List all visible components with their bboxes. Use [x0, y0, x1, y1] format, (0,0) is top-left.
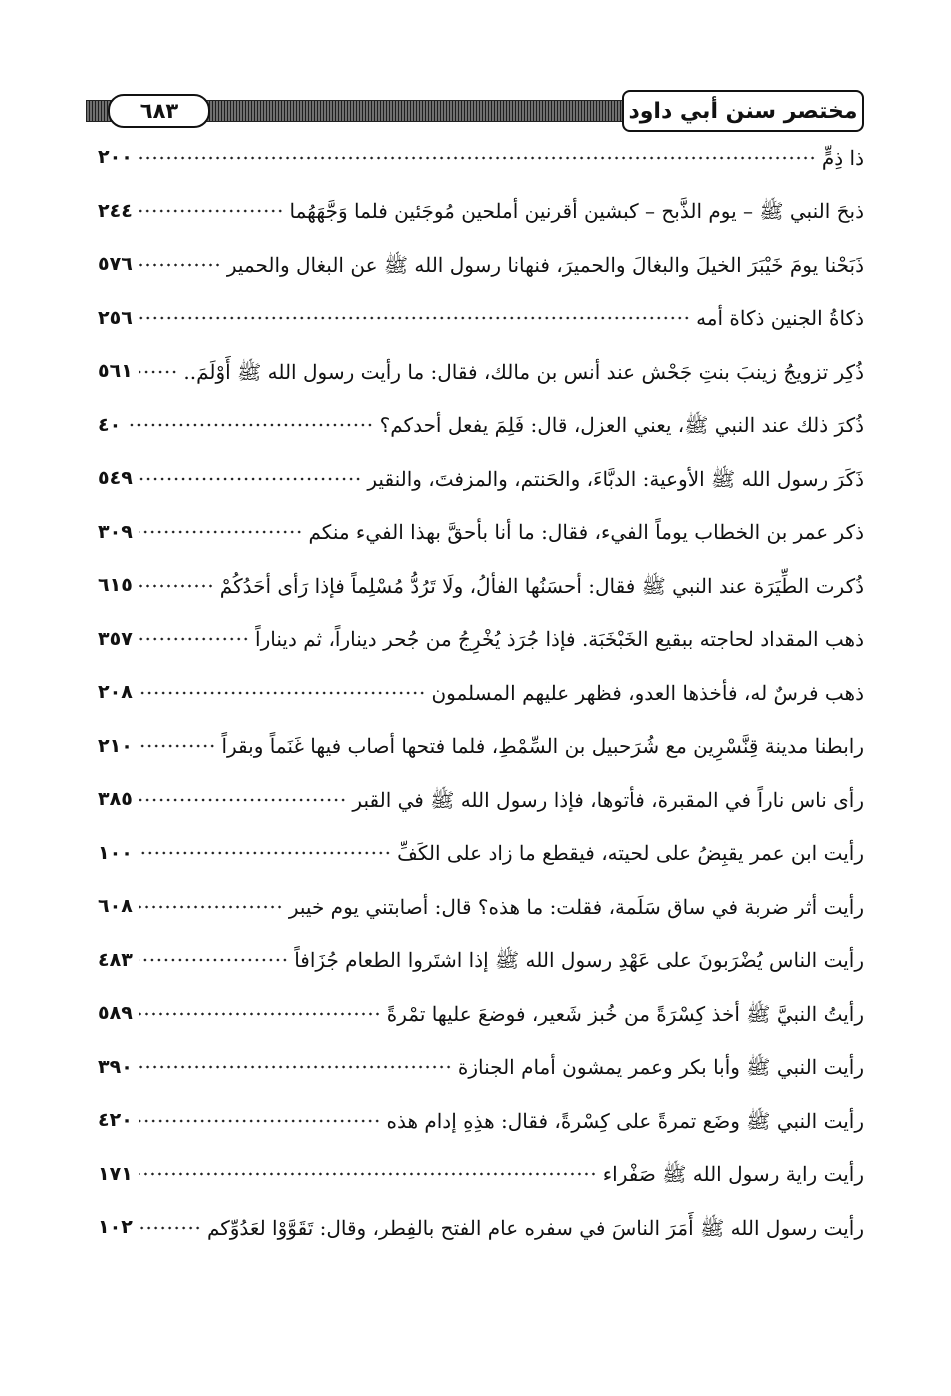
entry-page-number: ١٠٠	[98, 841, 133, 864]
index-entry	[98, 292, 864, 346]
index-entry	[98, 1094, 864, 1148]
entry-page-number: ٥٦١	[98, 360, 133, 383]
index-entry	[98, 1201, 864, 1255]
dot-leader	[139, 584, 214, 588]
entry-page-number: ٤٠	[98, 413, 122, 436]
index-entry	[98, 559, 864, 613]
dot-leader	[139, 1172, 597, 1176]
entry-text: ذكاةُ الجنين ذكاة أمه	[696, 306, 864, 331]
entry-text: رأيت النبي ﷺ وضَع تمرةً على كِسْرةً، فقال: هذِهِ إدام هذه	[386, 1108, 864, 1133]
index-entry	[98, 613, 864, 667]
entry-page-number: ٢٠٠	[98, 146, 133, 169]
dot-leader	[139, 1226, 201, 1230]
entry-text: ذهب المقداد لحاجته ببقيع الخَبْخَبَة. فإذا جُرَذ يُخْرِجُ من جُحر ديناراً، ثم ديناراً	[255, 627, 864, 652]
entry-text: رأى ناس ناراً في المقبرة، فأتوها، فإذا رسول الله ﷺ في القبر	[352, 787, 864, 812]
entry-page-number: ٥٧٦	[98, 253, 133, 276]
dot-leader	[139, 209, 284, 213]
entry-text: ذُكِر تزويجُ زينبَ بنتِ جَحْش عند أنس بن مالك، فقال: ما رأيت رسول الله ﷺ أَوْلَمَ..	[183, 359, 864, 384]
dot-leader	[139, 851, 391, 855]
entry-text: ذُكرَ ذلك عند النبي ﷺ، يعني العزل، قال: فَلِمَ يفعل أحدكم؟	[379, 413, 864, 438]
entry-page-number: ٥٤٩	[98, 467, 133, 490]
dot-leader	[139, 958, 288, 962]
entry-text: ذا ذِمٍّ	[821, 145, 864, 170]
index-entry	[98, 345, 864, 399]
entry-text: رأيت رسول الله ﷺ أَمَرَ الناسَ في سفره عام الفتح بالفِطر، وقال: تَقَوَّوْا لعَدُوِّكم	[206, 1215, 864, 1240]
index-entry	[98, 773, 864, 827]
index-entry	[98, 666, 864, 720]
entry-text: رأيت ابن عمر يقبِضُ على لحيته، فيقطع ما زاد على الكَفِّ	[397, 841, 864, 866]
entry-text: ذَكَرَ رسول الله ﷺ الأوعية: الدبَّاءَ، والحَنتم، والمزفتَ، والنقير	[367, 466, 864, 491]
entry-page-number: ٣٠٩	[98, 520, 133, 543]
entry-text: ذُكرت الطِّيَرَة عند النبي ﷺ فقال: أحسَنُها الفألُ، ولَا تَرُدُّ مُسْلِماً فإذا رَأى أحَدُكُمْ	[219, 573, 864, 598]
entry-page-number: ١٠٢	[98, 1216, 133, 1239]
entry-text: ذكر عمر بن الخطاب يوماً الفيء، فقال: ما أنا بأحقَّ بهذا الفيء منكم	[308, 520, 864, 545]
index-entry	[98, 399, 864, 453]
index-entry	[98, 720, 864, 774]
dot-leader	[139, 263, 221, 267]
dot-leader	[139, 637, 249, 641]
entry-page-number: ٢٥٦	[98, 306, 133, 329]
index-entry	[98, 987, 864, 1041]
dot-leader	[139, 744, 216, 748]
dot-leader	[139, 370, 178, 374]
entry-text: رابطنا مدينة قِنَّسْرِين مع شُرَحبيل بن السِّمْطِ، فلما فتحها أصاب فيها غَنَماً وبقراً	[221, 734, 864, 759]
index-entry	[98, 506, 864, 560]
index-entry	[98, 880, 864, 934]
dot-leader	[139, 530, 303, 534]
index-entry	[98, 131, 864, 185]
entry-page-number: ٣٨٥	[98, 788, 133, 811]
index-entry	[98, 238, 864, 292]
dot-leader	[139, 1012, 381, 1016]
entry-text: رأيت النبي ﷺ وأبا بكر وعمر يمشون أمام الجنازة	[457, 1055, 864, 1080]
dot-leader	[139, 156, 816, 160]
book-title: مختصر سنن أبي داود	[622, 90, 864, 132]
dot-leader	[139, 798, 347, 802]
entry-page-number: ٤٨٣	[98, 948, 133, 971]
dot-leader	[139, 1119, 381, 1123]
entry-text: ذَبَحْنا يومَ خَيْبَرَ الخيلَ والبغالَ والحميرَ، فنهانا رسول الله ﷺ عن البغال والحمير	[226, 252, 864, 277]
page-number: ٦٨٣	[108, 94, 210, 128]
entry-text: رأيت أثر ضربة في ساق سَلَمة، فقلت: ما هذه؟ قال: أصابتني يوم خيبر	[288, 894, 864, 919]
index-entry	[98, 827, 864, 881]
dot-leader	[139, 691, 426, 695]
entry-text: رأيت الناس يُضْرَبونَ على عَهْدِ رسول الله ﷺ إذا اشتَروا الطعام جُزَافاً	[294, 948, 864, 973]
dot-leader	[127, 423, 373, 427]
index-entry	[98, 934, 864, 988]
entry-page-number: ٢٤٤	[98, 199, 133, 222]
page-header	[86, 90, 864, 130]
index-entry	[98, 1041, 864, 1095]
entry-page-number: ٦١٥	[98, 574, 133, 597]
entry-text: ذبحَ النبي ﷺ – يوم الذَّبح – كبشين أقرنين أملحين مُوجَئين فلما وَجَّهَهُما	[289, 199, 864, 224]
index-list	[98, 131, 864, 1255]
dot-leader	[139, 905, 283, 909]
entry-text: رأيتُ النبيَّ ﷺ أخذ كِسْرَةً من خُبز شَعير، فوضعَ عليها تمْرةً	[386, 1001, 864, 1026]
entry-text: رأيت راية رسول الله ﷺ صَفْراء	[602, 1162, 864, 1187]
index-entry	[98, 452, 864, 506]
dot-leader	[139, 477, 362, 481]
entry-page-number: ١٧١	[98, 1162, 133, 1185]
entry-page-number: ٤٢٠	[98, 1109, 133, 1132]
entry-page-number: ٥٨٩	[98, 1002, 133, 1025]
dot-leader	[139, 1065, 452, 1069]
entry-page-number: ٣٩٠	[98, 1055, 133, 1078]
entry-page-number: ٢١٠	[98, 734, 133, 757]
entry-page-number: ٦٠٨	[98, 895, 133, 918]
entry-page-number: ٢٠٨	[98, 681, 133, 704]
index-entry	[98, 1148, 864, 1202]
entry-text: ذهب فرسٌ له، فأخذها العدو، فظهر عليهم المسلمون	[431, 680, 864, 705]
entry-page-number: ٣٥٧	[98, 627, 133, 650]
dot-leader	[139, 316, 690, 320]
index-entry	[98, 185, 864, 239]
